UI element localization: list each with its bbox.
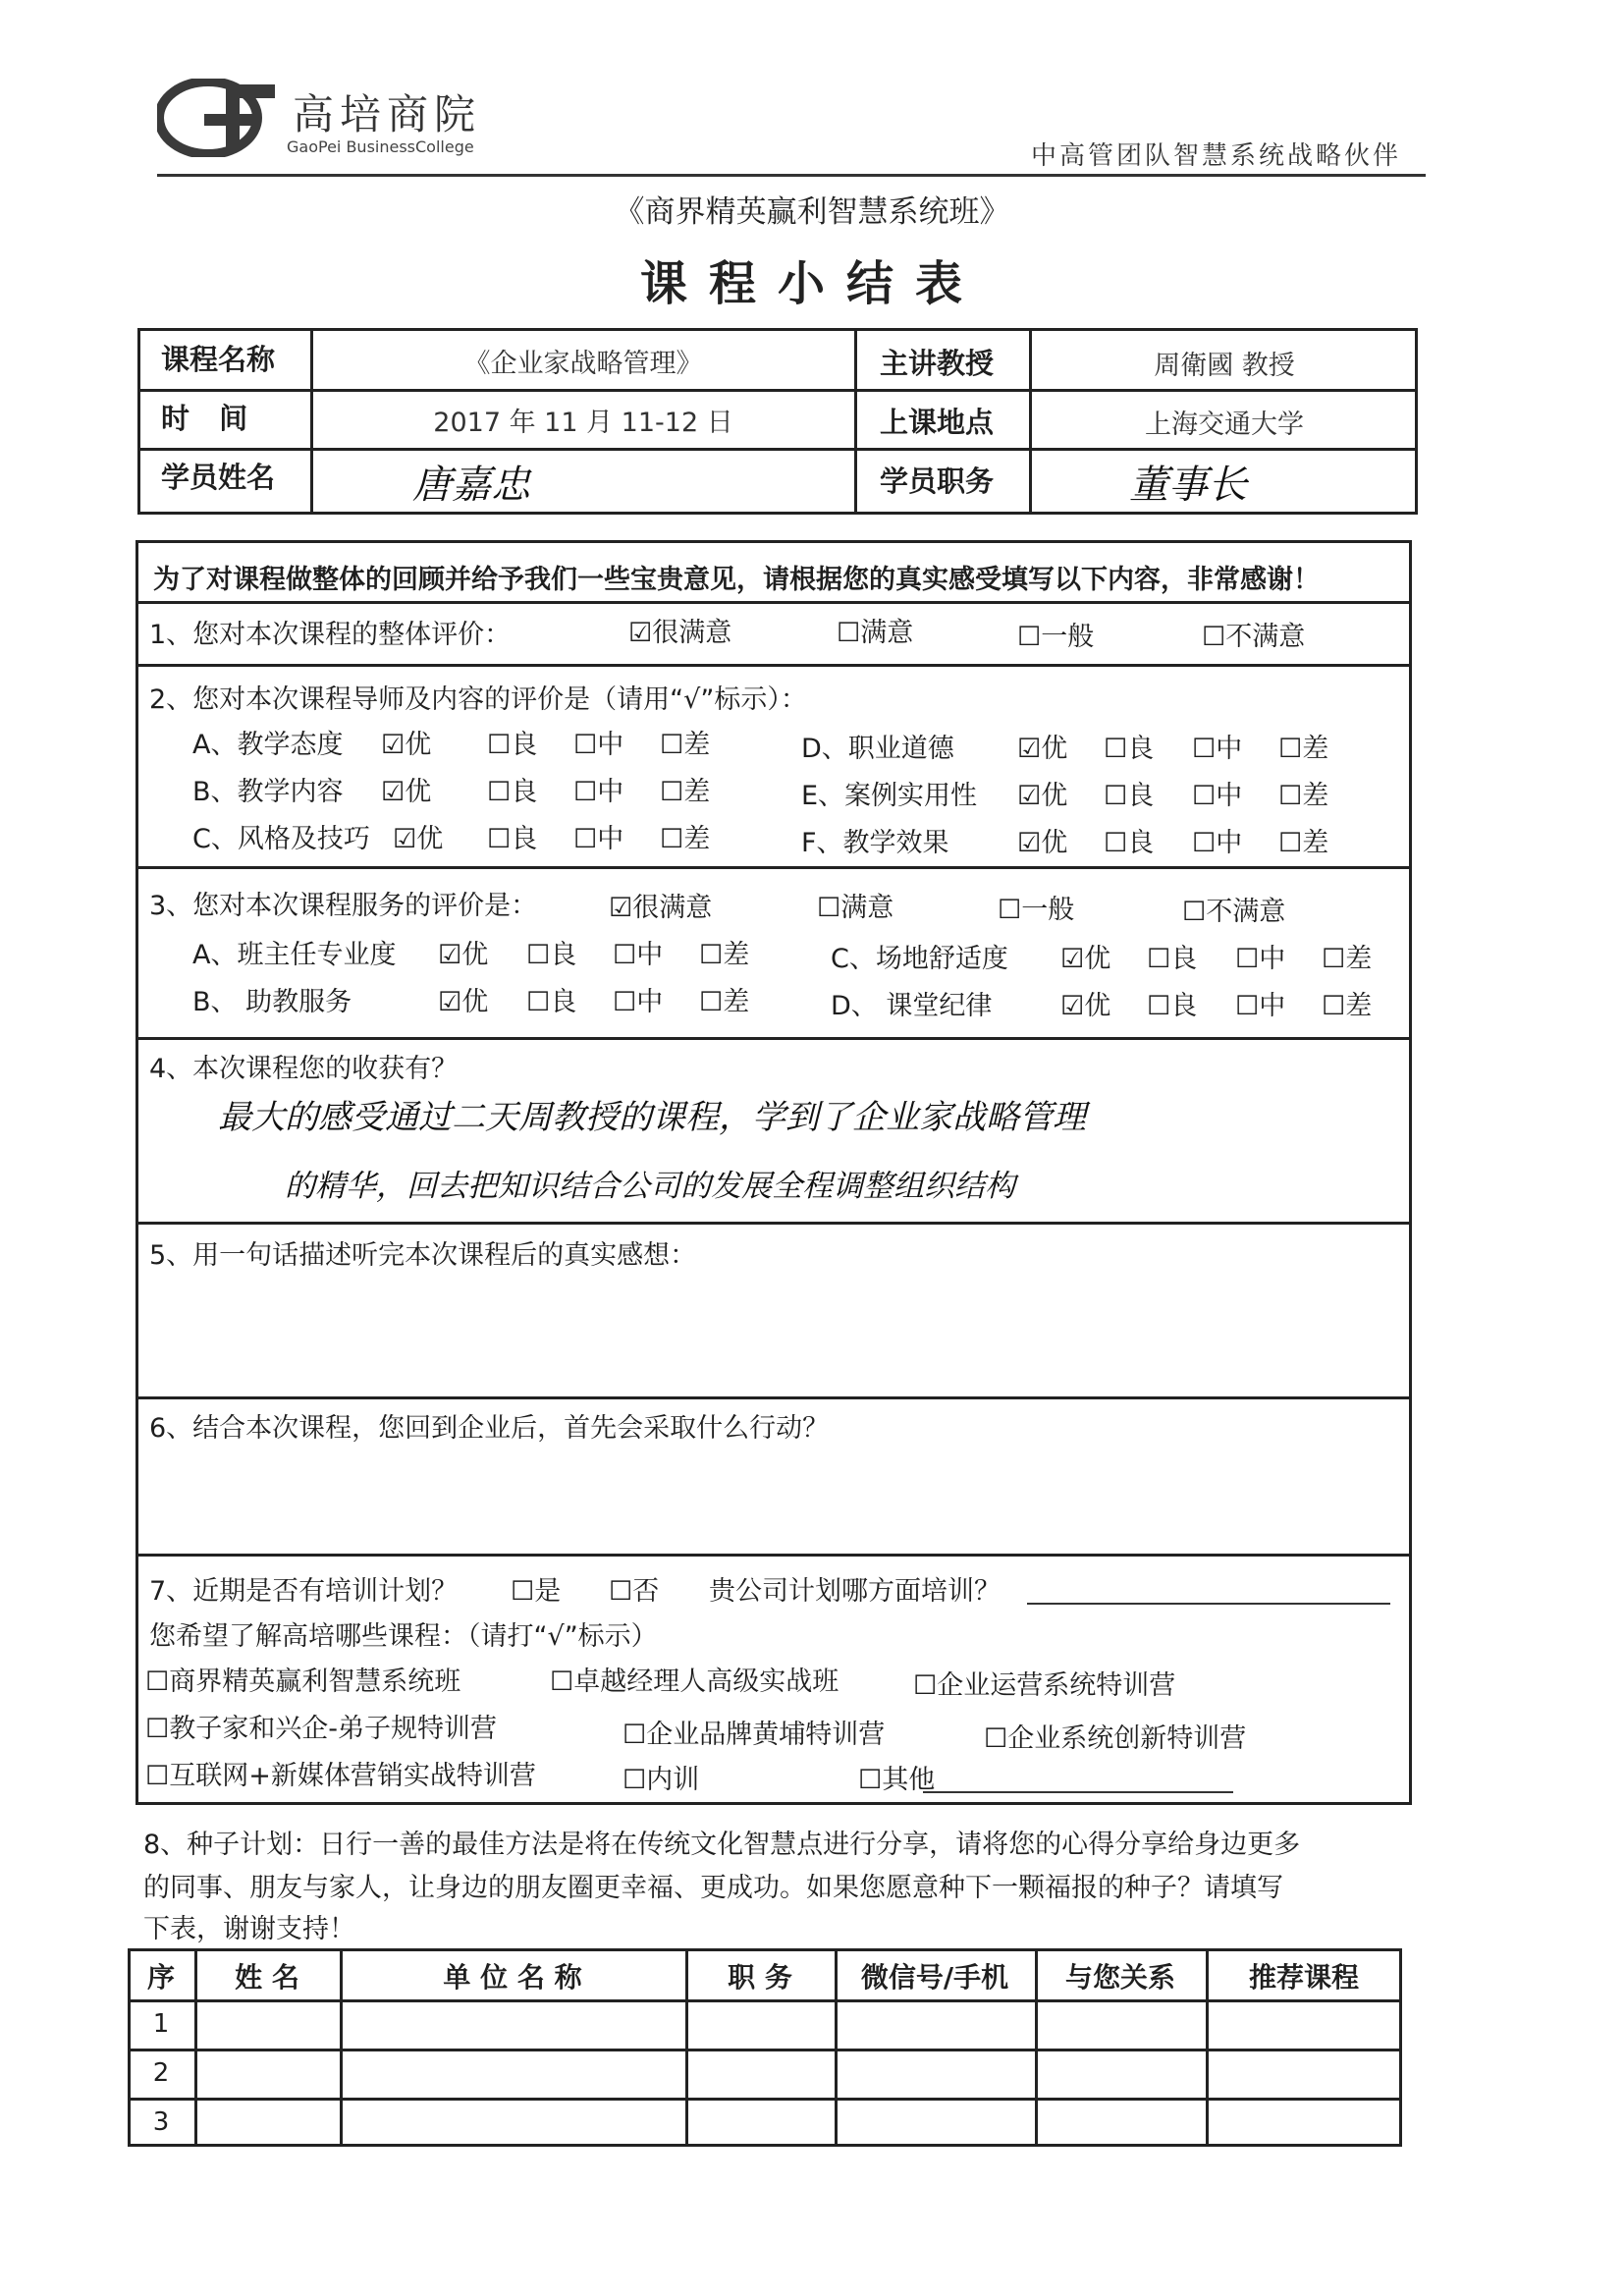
q3-rating-3-3[interactable] [1322, 984, 1372, 1022]
option-label: 优 [461, 940, 489, 970]
option-label: 差 [1302, 734, 1329, 764]
option-label: 企业品牌黄埔特训营 [646, 1720, 886, 1750]
checkbox-icon: ☐ [613, 940, 637, 970]
q2-rating-0-0[interactable] [381, 723, 431, 761]
checkbox-icon: ☐ [1278, 828, 1303, 858]
option-label: 很满意 [632, 893, 713, 923]
q3-option-0[interactable] [609, 886, 712, 924]
slogan: 中高管团队智慧系统战略伙伴 [1031, 141, 1402, 171]
q2-item-label: B、教学内容 [192, 777, 344, 807]
q1-option-1[interactable] [837, 611, 913, 649]
q8-line1: 8、种子计划：日行一善的最佳方法是将在传统文化智慧点进行分享，请将您的心得分享给身边更多 [143, 1830, 1301, 1860]
q2-rating-2-2[interactable] [573, 817, 623, 855]
q1-option-2[interactable] [1017, 615, 1094, 653]
option-label: 很满意 [652, 618, 732, 648]
checked-box-icon: ☑ [609, 893, 633, 923]
checked-box-icon: ☑ [438, 987, 462, 1017]
q6-text: 6、结合本次课程，您回到企业后，首先会采取什么行动？ [149, 1413, 830, 1444]
checkbox-icon: ☐ [526, 987, 551, 1017]
q4-text: 4、本次课程您的收获有？ [149, 1054, 459, 1084]
q3-item-label: D、 课堂纪律 [831, 991, 993, 1021]
checked-box-icon: ☑ [1060, 944, 1085, 974]
q2-rating-5-1[interactable] [1104, 821, 1154, 859]
divider [137, 389, 1418, 392]
option-label: 中 [636, 940, 664, 970]
option-label: 良 [1170, 944, 1198, 974]
option-label: 差 [1345, 944, 1373, 974]
referral-cell[interactable] [1035, 2098, 1206, 2147]
divider [135, 1037, 1412, 1040]
option-label: 中 [597, 824, 624, 854]
checked-box-icon: ☑ [438, 940, 462, 970]
checkbox-icon: ☐ [550, 1667, 574, 1697]
q5-text: 5、用一句话描述听完本次课程后的真实感想： [149, 1240, 697, 1271]
referral-cell[interactable] [1035, 2049, 1206, 2098]
q2-rating-1-0[interactable] [381, 770, 431, 808]
q3-rating-1-1[interactable] [526, 980, 576, 1018]
checkbox-icon: ☐ [858, 1765, 883, 1795]
checkbox-icon: ☐ [1104, 828, 1128, 858]
option-label: 良 [1170, 991, 1198, 1021]
q2-item-label: D、职业道德 [801, 734, 954, 764]
q2-text: 2、您对本次课程导师及内容的评价是（请用“√”标示）： [149, 684, 807, 715]
q2-rating-3-1[interactable] [1104, 727, 1154, 765]
checkbox-icon: ☐ [1235, 991, 1260, 1021]
q3-text: 3、您对本次课程服务的评价是： [149, 891, 538, 921]
option-label: 中 [1259, 991, 1286, 1021]
checkbox-icon: ☐ [1322, 991, 1346, 1021]
q3-rating-1-0[interactable] [438, 980, 488, 1018]
course-option-1[interactable] [550, 1660, 839, 1698]
checkbox-icon: ☐ [984, 1723, 1008, 1754]
logo-icon [157, 79, 285, 157]
checkbox-icon: ☐ [613, 987, 637, 1017]
option-label: 教子家和兴企-弟子规特训营 [169, 1714, 497, 1744]
q2-rating-1-2[interactable] [573, 770, 623, 808]
option-label: 中 [1216, 828, 1243, 858]
lecturer-label: 主讲教授 [880, 347, 995, 380]
q2-rating-0-2[interactable] [573, 723, 623, 761]
checkbox-icon: ☐ [1104, 781, 1128, 811]
q2-rating-5-0[interactable] [1017, 821, 1067, 859]
option-label: 优 [1084, 991, 1111, 1021]
q3-rating-1-3[interactable] [699, 980, 749, 1018]
option-label: 优 [1041, 828, 1068, 858]
q3-rating-0-0[interactable] [438, 933, 488, 971]
option-label: 差 [1345, 991, 1373, 1021]
q3-rating-2-3[interactable] [1322, 937, 1372, 975]
checkbox-icon: ☐ [487, 730, 512, 760]
checkbox-icon: ☐ [623, 1720, 647, 1750]
q3-rating-0-2[interactable] [613, 933, 663, 971]
option-label: 良 [550, 987, 577, 1017]
referral-cell[interactable] [194, 1999, 340, 2049]
divider [137, 448, 1418, 451]
referral-header-3: 职 务 [728, 1961, 792, 1994]
option-label: 良 [550, 940, 577, 970]
q7-yes-label: 是 [534, 1576, 562, 1607]
q3-option-2[interactable] [998, 888, 1074, 926]
course-option-4[interactable] [623, 1713, 885, 1751]
time-label: 时 间 [161, 402, 258, 435]
course-option-5[interactable] [984, 1717, 1246, 1755]
referral-cell[interactable] [685, 2049, 835, 2098]
q2-rating-1-3[interactable] [660, 770, 710, 808]
q2-rating-3-2[interactable] [1192, 727, 1242, 765]
q7-plan-question: 贵公司计划哪方面培训？ [709, 1576, 1001, 1607]
q2-rating-4-2[interactable] [1192, 774, 1242, 812]
q8-line2: 的同事、朋友与家人，让身边的朋友圈更幸福、更成功。如果您愿意种下一颗福报的种子？请填写 [143, 1873, 1283, 1903]
option-label: 一般 [1041, 622, 1095, 652]
q3-item-label: A、班主任专业度 [192, 940, 397, 970]
checked-box-icon: ☑ [628, 618, 653, 648]
intro-text: 为了对课程做整体的回顾并给予我们一些宝贵意见，请根据您的真实感受填写以下内容，非常感谢！ [153, 565, 1320, 595]
option-label: 一般 [1021, 895, 1075, 925]
checkbox-icon: ☐ [1147, 944, 1171, 974]
checkbox-icon: ☐ [699, 987, 724, 1017]
header-divider [157, 174, 1426, 177]
checkbox-icon: ☐ [573, 730, 598, 760]
referral-header-1: 姓 名 [235, 1961, 299, 1994]
option-label: 良 [1127, 734, 1155, 764]
course-option-3[interactable] [145, 1707, 497, 1745]
q3-rating-3-2[interactable] [1235, 984, 1285, 1022]
referral-cell[interactable] [835, 2098, 1035, 2147]
option-label: 优 [1041, 781, 1068, 811]
referral-header-4: 微信号/手机 [860, 1961, 1009, 1994]
checked-box-icon: ☑ [1017, 734, 1042, 764]
checkbox-icon: ☐ [573, 777, 598, 807]
q2-rating-5-3[interactable] [1278, 821, 1328, 859]
checkbox-icon: ☐ [1192, 781, 1217, 811]
q3-option-3[interactable] [1182, 890, 1285, 928]
checkbox-icon: ☐ [660, 730, 684, 760]
q2-rating-4-3[interactable] [1278, 774, 1328, 812]
class-title: 《商界精英赢利智慧系统班》 [614, 194, 1010, 230]
course-option-7[interactable] [623, 1758, 699, 1796]
q3-item-label: B、 助教服务 [192, 987, 352, 1017]
q1-option-0[interactable] [628, 611, 731, 649]
checkbox-icon: ☐ [1192, 734, 1217, 764]
option-label: 差 [683, 824, 711, 854]
location-label: 上课地点 [880, 406, 995, 439]
checkbox-icon: ☐ [526, 940, 551, 970]
q3-option-1[interactable] [817, 886, 893, 924]
form-title: 课程小结表 [639, 256, 984, 311]
checkbox-icon: ☐ [1278, 734, 1303, 764]
divider [854, 328, 857, 515]
referral-cell[interactable] [1206, 2049, 1402, 2098]
option-label: 中 [597, 777, 624, 807]
q7-no-checkbox[interactable]: ☐否 [609, 1576, 660, 1607]
course-option-2[interactable] [913, 1664, 1175, 1702]
checkbox-icon: ☐ [1182, 897, 1207, 927]
q7-courses-prompt: 您希望了解高培哪些课程：（请打“√”标示） [149, 1621, 658, 1652]
checkbox-icon: ☐ [1104, 734, 1128, 764]
option-label: 差 [683, 777, 711, 807]
option-label: 优 [405, 730, 432, 760]
q2-rating-5-2[interactable] [1192, 821, 1242, 859]
divider [135, 1396, 1412, 1399]
q2-item-label: F、教学效果 [801, 828, 949, 858]
q2-rating-4-1[interactable] [1104, 774, 1154, 812]
option-label: 企业系统创新特训营 [1007, 1723, 1247, 1754]
referral-cell[interactable] [340, 2049, 685, 2098]
option-label: 内训 [646, 1765, 700, 1795]
divider [135, 664, 1412, 667]
checkbox-icon: ☐ [660, 777, 684, 807]
q2-item-label: C、风格及技巧 [192, 824, 370, 854]
checkbox-icon: ☐ [573, 824, 598, 854]
referral-cell[interactable] [194, 2049, 340, 2098]
q4-answer-line1[interactable]: 最大的感受通过二天周教授的课程，学到了企业家战略管理 [218, 1098, 1086, 1137]
checkbox-icon: ☐ [623, 1765, 647, 1795]
option-label: 中 [636, 987, 664, 1017]
q2-item-label: E、案例实用性 [801, 781, 978, 811]
checkbox-icon: ☐ [913, 1670, 938, 1701]
divider [135, 1554, 1412, 1557]
q2-rating-0-3[interactable] [660, 723, 710, 761]
position-label: 学员职务 [880, 465, 995, 498]
course-option-8[interactable] [858, 1758, 935, 1796]
divider [135, 1222, 1412, 1225]
q2-item-label: A、教学态度 [192, 730, 344, 760]
option-label: 中 [1216, 781, 1243, 811]
checkbox-icon: ☐ [817, 893, 841, 923]
option-label: 差 [723, 940, 750, 970]
option-label: 差 [1302, 828, 1329, 858]
option-label: 差 [723, 987, 750, 1017]
referral-cell[interactable] [1206, 1999, 1402, 2049]
course-name-value: 《企业家战略管理》 [463, 349, 703, 379]
checked-box-icon: ☑ [393, 824, 417, 854]
checkbox-icon: ☐ [487, 824, 512, 854]
q2-rating-1-1[interactable] [487, 770, 537, 808]
course-name-label: 课程名称 [161, 343, 276, 376]
q7-no-label: 否 [632, 1576, 660, 1607]
q8-line3: 下表，谢谢支持！ [143, 1914, 355, 1944]
option-label: 不满意 [1225, 622, 1306, 652]
option-label: 良 [1127, 781, 1155, 811]
checkbox-icon: ☐ [145, 1761, 170, 1791]
q3-item-label: C、场地舒适度 [831, 944, 1008, 974]
option-label: 良 [511, 730, 538, 760]
student-name-label: 学员姓名 [161, 461, 276, 494]
q7-text: 7、近期是否有培训计划？ [149, 1576, 459, 1607]
option-label: 中 [1216, 734, 1243, 764]
q3-rating-2-2[interactable] [1235, 937, 1285, 975]
referral-cell[interactable] [685, 2098, 835, 2147]
option-label: 优 [405, 777, 432, 807]
option-label: 卓越经理人高级实战班 [573, 1667, 839, 1697]
divider [135, 1802, 1412, 1805]
q2-rating-2-1[interactable] [487, 817, 537, 855]
option-label: 其他 [882, 1765, 936, 1795]
checkbox-icon: ☐ [1202, 622, 1226, 652]
option-label: 优 [461, 987, 489, 1017]
student-name-handwritten[interactable]: 唐嘉忠 [412, 463, 530, 508]
option-label: 互联网+新媒体营销实战特训营 [169, 1761, 536, 1791]
q2-rating-3-0[interactable] [1017, 727, 1067, 765]
option-label: 差 [683, 730, 711, 760]
option-label: 差 [1302, 781, 1329, 811]
checkbox-icon: ☐ [699, 940, 724, 970]
option-label: 良 [511, 824, 538, 854]
referral-cell[interactable] [835, 1999, 1035, 2049]
option-label: 良 [511, 777, 538, 807]
q3-rating-2-1[interactable] [1147, 937, 1197, 975]
time-value: 2017 年 11 月 11-12 日 [433, 408, 733, 438]
option-label: 不满意 [1206, 897, 1286, 927]
option-label: 满意 [860, 618, 914, 648]
referral-cell[interactable] [685, 1999, 835, 2049]
q2-rating-0-1[interactable] [487, 723, 537, 761]
location-value: 上海交通大学 [1145, 410, 1304, 440]
checkbox-icon: ☐ [1235, 944, 1260, 974]
referral-cell[interactable] [340, 1999, 685, 2049]
checked-box-icon: ☑ [381, 730, 406, 760]
q1-option-3[interactable] [1202, 615, 1305, 653]
checkbox-icon: ☐ [998, 895, 1022, 925]
q7-plan-blank[interactable] [1027, 1601, 1390, 1605]
course-option-0[interactable] [145, 1660, 460, 1698]
q1-text: 1、您对本次课程的整体评价： [149, 620, 512, 650]
referral-cell[interactable] [194, 2098, 340, 2147]
q3-rating-2-0[interactable] [1060, 937, 1110, 975]
referral-row-number: 1 [152, 2009, 170, 2039]
referral-header-0: 序 [146, 1961, 175, 1994]
checkbox-icon: ☐ [837, 618, 861, 648]
q7-yes-checkbox[interactable]: ☐是 [511, 1576, 562, 1607]
course-option-6[interactable] [145, 1754, 536, 1792]
checkbox-icon: ☐ [1017, 622, 1042, 652]
referral-cell[interactable] [1206, 2098, 1402, 2147]
checkbox-icon: ☐ [145, 1667, 170, 1697]
brand-name-cn: 高培商院 [293, 90, 482, 138]
divider [135, 601, 1412, 604]
option-label: 良 [1127, 828, 1155, 858]
checkbox-icon: ☐ [1322, 944, 1346, 974]
option-label: 中 [597, 730, 624, 760]
q3-rating-0-3[interactable] [699, 933, 749, 971]
checked-box-icon: ☑ [1017, 828, 1042, 858]
referral-header-2: 单 位 名 称 [443, 1961, 582, 1994]
checked-box-icon: ☑ [381, 777, 406, 807]
q2-rating-3-3[interactable] [1278, 727, 1328, 765]
checkbox-icon: ☐ [1192, 828, 1217, 858]
option-label: 优 [1084, 944, 1111, 974]
option-label: 优 [416, 824, 444, 854]
option-label: 中 [1259, 944, 1286, 974]
position-handwritten[interactable]: 董事长 [1129, 463, 1247, 508]
option-label: 商界精英赢利智慧系统班 [169, 1667, 461, 1697]
referral-header-5: 与您关系 [1064, 1961, 1175, 1994]
referral-row-number: 3 [152, 2107, 170, 2137]
checkbox-icon: ☐ [145, 1714, 170, 1744]
q3-rating-0-1[interactable] [526, 933, 576, 971]
q2-rating-2-3[interactable] [660, 817, 710, 855]
checked-box-icon: ☑ [1060, 991, 1085, 1021]
lecturer-value: 周衛國 教授 [1154, 351, 1295, 381]
q3-rating-3-0[interactable] [1060, 984, 1110, 1022]
checked-box-icon: ☑ [1017, 781, 1042, 811]
q2-rating-2-0[interactable] [393, 817, 443, 855]
q7-other-blank[interactable] [923, 1789, 1233, 1793]
referral-cell[interactable] [340, 2098, 685, 2147]
referral-row-number: 2 [152, 2058, 170, 2088]
brand-name-en: GaoPei BusinessCollege [287, 137, 474, 156]
checkbox-icon: ☐ [487, 777, 512, 807]
option-label: 企业运营系统特训营 [937, 1670, 1176, 1701]
q4-answer-line2[interactable]: 的精华，回去把知识结合公司的发展全程调整组织结构 [285, 1169, 1015, 1204]
option-label: 优 [1041, 734, 1068, 764]
q3-rating-3-1[interactable] [1147, 984, 1197, 1022]
checkbox-icon: ☐ [660, 824, 684, 854]
divider [135, 866, 1412, 869]
q3-rating-1-2[interactable] [613, 980, 663, 1018]
checkbox-icon: ☐ [1278, 781, 1303, 811]
referral-cell[interactable] [1035, 1999, 1206, 2049]
referral-header-6: 推荐课程 [1248, 1961, 1359, 1994]
q2-rating-4-0[interactable] [1017, 774, 1067, 812]
referral-cell[interactable] [835, 2049, 1035, 2098]
option-label: 满意 [840, 893, 894, 923]
checkbox-icon: ☐ [1147, 991, 1171, 1021]
